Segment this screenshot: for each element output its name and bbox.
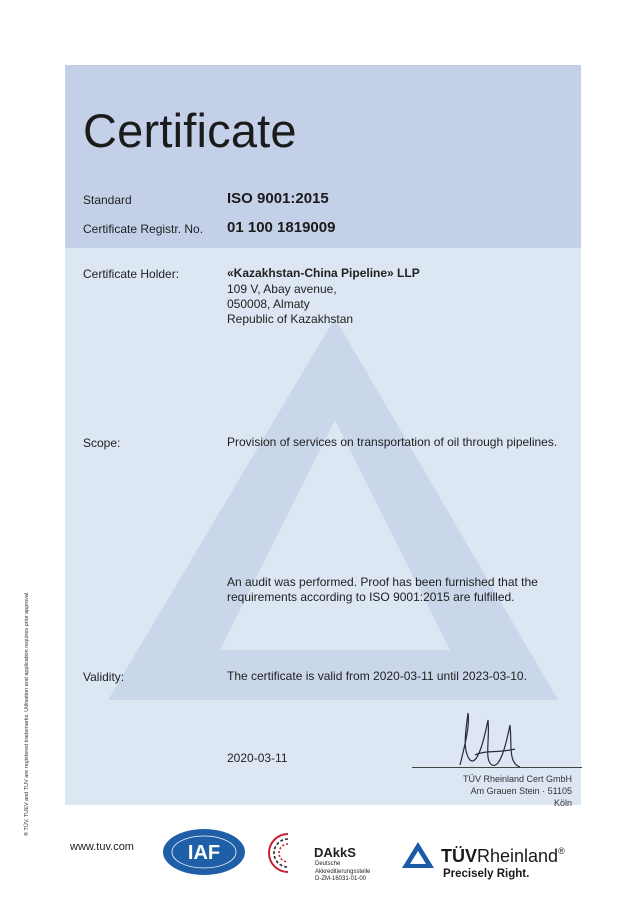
dakks-line: Akkreditierungsstelle — [315, 868, 371, 875]
holder-address-line: 050008, Almaty — [227, 297, 310, 311]
tuv-tagline: Precisely Right. — [443, 868, 530, 880]
validity-label: Validity: — [83, 670, 125, 684]
page-title: Certificate — [83, 104, 297, 157]
iaf-logo — [162, 828, 246, 876]
registration-label: Certificate Registr. No. — [83, 222, 204, 236]
standard-label: Standard — [83, 193, 132, 207]
signature — [440, 705, 550, 780]
tuv-name-bold: TÜV — [441, 846, 477, 866]
issuer-name: TÜV Rheinland Cert GmbH — [462, 774, 572, 784]
tuv-rheinland-wordmark — [441, 846, 565, 867]
dakks-line: D-ZM-16031-01-00 — [315, 876, 367, 882]
validity-value: The certificate is valid from 2020-03-11 until 2023-03-10. — [227, 669, 527, 683]
registration-value: 01 100 1819009 — [227, 219, 336, 236]
holder-address-line: Republic of Kazakhstan — [227, 312, 354, 326]
standard-value: ISO 9001:2015 — [227, 190, 329, 207]
dakks-logo — [264, 830, 312, 876]
tuv-triangle-icon — [400, 840, 436, 870]
iaf-logo-text: IAF — [187, 842, 221, 864]
signature-line — [412, 767, 582, 768]
holder-address-line: 109 V, Abay avenue, — [227, 282, 337, 296]
tuv-name-rest: Rheinland — [477, 846, 559, 866]
scope-value: Provision of services on transportation of oil through pipelines. — [227, 435, 558, 449]
dakks-line: Deutsche — [315, 861, 341, 867]
audit-statement-line: requirements according to ISO 9001:2015 are fulfilled. — [227, 590, 515, 604]
scope-label: Scope: — [83, 436, 121, 450]
dakks-name: DAkkS — [314, 845, 356, 860]
trademark-note: ® TÜV, TUEV and TUV are registered trademarks. Utilisation and application requires prior approval. — [24, 591, 30, 836]
issuer-block — [456, 773, 572, 809]
issuer-address: Am Grauen Stein · 51105 Köln — [470, 786, 572, 808]
audit-statement-line: An audit was performed. Proof has been furnished that the — [227, 575, 538, 589]
dakks-details — [315, 861, 370, 884]
holder-name: «Kazakhstan-China Pipeline» LLP — [227, 266, 420, 280]
registered-mark: ® — [558, 846, 565, 856]
issue-date: 2020-03-11 — [227, 751, 288, 765]
website-link[interactable]: www.tuv.com — [70, 841, 134, 853]
holder-label: Certificate Holder: — [83, 267, 180, 281]
